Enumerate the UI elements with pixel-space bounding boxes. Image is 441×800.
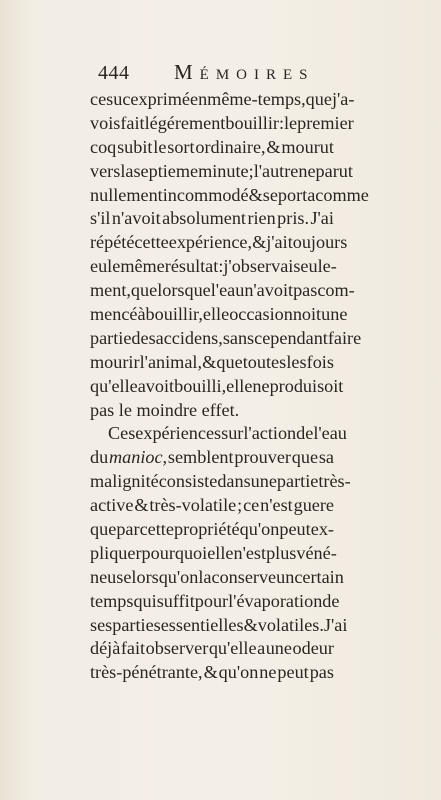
word: cette bbox=[134, 232, 169, 253]
word: sa bbox=[318, 447, 334, 468]
word: pas bbox=[293, 280, 318, 301]
word: sort bbox=[167, 136, 195, 157]
word: J'ai bbox=[310, 208, 334, 229]
word: j'ai bbox=[266, 232, 288, 253]
text-line bbox=[90, 351, 334, 375]
word: & bbox=[266, 136, 281, 157]
word: fois bbox=[306, 351, 334, 372]
word: expérience, bbox=[168, 232, 253, 253]
word: elle bbox=[226, 375, 253, 396]
word: dans bbox=[217, 471, 251, 492]
word: Ces bbox=[108, 423, 136, 444]
word: & bbox=[248, 184, 263, 205]
text-line bbox=[90, 279, 355, 303]
word: comme bbox=[315, 184, 369, 205]
word: de bbox=[296, 423, 314, 444]
word: propriété bbox=[173, 519, 240, 540]
text-line bbox=[90, 661, 334, 685]
word: bouillir bbox=[225, 112, 279, 133]
word: ne bbox=[259, 662, 277, 683]
word: eu bbox=[90, 256, 108, 277]
word: ; bbox=[248, 160, 254, 181]
word: & bbox=[243, 614, 258, 635]
word: partie bbox=[90, 327, 132, 348]
body-text bbox=[90, 88, 369, 685]
text-line bbox=[90, 494, 334, 518]
word: pris. bbox=[277, 208, 309, 229]
word: effet. bbox=[201, 399, 240, 420]
word: partie bbox=[276, 471, 319, 492]
word: seule- bbox=[293, 256, 337, 277]
text-line bbox=[90, 327, 362, 351]
word: mencé bbox=[90, 304, 138, 325]
word: suffit bbox=[156, 590, 195, 611]
word: le bbox=[118, 399, 137, 420]
word: l'évaporation bbox=[228, 590, 323, 611]
word: s'il bbox=[90, 208, 111, 229]
word: en bbox=[190, 89, 208, 109]
word: : bbox=[278, 112, 284, 133]
word: qu'on bbox=[218, 662, 259, 683]
word: septieme bbox=[133, 160, 199, 181]
word: absolument bbox=[162, 208, 246, 229]
word: temps bbox=[90, 590, 134, 611]
word: des bbox=[131, 327, 156, 348]
word: certain bbox=[294, 566, 344, 587]
word: : bbox=[218, 256, 224, 277]
word: malignité bbox=[90, 471, 159, 492]
word: active bbox=[90, 495, 134, 516]
word: j'a- bbox=[331, 89, 355, 109]
word: pliquer bbox=[90, 542, 142, 563]
word: même bbox=[120, 256, 165, 277]
text-line bbox=[90, 470, 351, 494]
word: semblent bbox=[167, 447, 234, 468]
word: suc bbox=[106, 89, 131, 109]
word: qui bbox=[133, 590, 157, 611]
text-line bbox=[90, 88, 355, 112]
word: le bbox=[107, 256, 121, 277]
word: l'eau bbox=[210, 280, 245, 301]
word: exprimé bbox=[130, 89, 190, 109]
word: par bbox=[116, 519, 140, 540]
word: ses bbox=[90, 614, 113, 635]
word: vois bbox=[90, 112, 121, 133]
word: & bbox=[202, 351, 217, 372]
word: volatiles. bbox=[257, 614, 324, 635]
word: avoit bbox=[137, 375, 175, 396]
word: qu'elle bbox=[208, 638, 257, 659]
word: essentielles bbox=[160, 614, 244, 635]
word: premier bbox=[297, 112, 354, 133]
word: produisoit bbox=[269, 375, 344, 396]
word: ne bbox=[252, 375, 270, 396]
word: le bbox=[284, 112, 298, 133]
word: ne bbox=[298, 160, 316, 181]
word: qu'elle bbox=[90, 375, 138, 396]
word: que bbox=[291, 447, 319, 468]
word: se bbox=[262, 184, 278, 205]
text-line bbox=[90, 399, 334, 423]
word: n'est bbox=[260, 495, 293, 516]
word: une bbox=[250, 471, 277, 492]
word: j'observai bbox=[223, 256, 294, 277]
word: cependant bbox=[254, 327, 328, 348]
word: ce bbox=[243, 495, 260, 516]
word: l'animal, bbox=[139, 351, 202, 372]
word: subit bbox=[117, 136, 153, 157]
word: bouilli, bbox=[174, 375, 227, 396]
text-line bbox=[90, 231, 348, 255]
text-line bbox=[90, 255, 337, 279]
word: & bbox=[252, 232, 267, 253]
word: que bbox=[130, 280, 158, 301]
word: & bbox=[203, 662, 218, 683]
word: une bbox=[321, 304, 348, 325]
word: que bbox=[90, 519, 117, 540]
word: l'eau bbox=[313, 423, 347, 444]
word: pas bbox=[309, 662, 334, 683]
word: conserve bbox=[211, 566, 277, 587]
word: peut bbox=[277, 662, 309, 683]
word: parut bbox=[315, 160, 353, 181]
word: n'avoit bbox=[111, 208, 161, 229]
word: incommodé bbox=[162, 184, 249, 205]
text-line bbox=[90, 184, 369, 208]
word: légérement bbox=[144, 112, 226, 133]
text-line bbox=[90, 112, 354, 136]
text-line bbox=[90, 590, 340, 614]
text-line bbox=[90, 518, 334, 542]
word: une bbox=[265, 638, 292, 659]
text-line bbox=[90, 160, 353, 184]
word: très-volatile bbox=[149, 495, 237, 516]
word: les bbox=[286, 351, 307, 372]
word: fait bbox=[120, 112, 145, 133]
text-line bbox=[90, 207, 334, 231]
word: toujours bbox=[287, 232, 348, 253]
word: vers bbox=[90, 160, 121, 181]
word: occasionnoit bbox=[229, 304, 322, 325]
word: l'action bbox=[243, 423, 297, 444]
word: pourquoi bbox=[141, 542, 208, 563]
word: bouillir, bbox=[145, 304, 203, 325]
word: ; bbox=[237, 495, 243, 516]
word: que bbox=[216, 351, 243, 372]
word: lorsqu'on bbox=[131, 566, 199, 587]
word: nullement bbox=[90, 184, 163, 205]
word: n'avoit bbox=[244, 280, 294, 301]
word: rien bbox=[247, 208, 276, 229]
word: peut bbox=[279, 519, 311, 540]
text-line bbox=[90, 375, 344, 399]
word: consiste bbox=[158, 471, 218, 492]
word: un bbox=[276, 566, 295, 587]
word: que bbox=[305, 89, 332, 109]
word: cette bbox=[139, 519, 174, 540]
word: véné- bbox=[296, 542, 337, 563]
word: manioc, bbox=[109, 447, 168, 468]
word: ex- bbox=[310, 519, 334, 540]
word: & bbox=[134, 495, 149, 516]
word: faire bbox=[327, 327, 362, 348]
word: l'autre bbox=[253, 160, 299, 181]
text-line bbox=[90, 303, 348, 327]
word: pour bbox=[194, 590, 229, 611]
word: sur bbox=[221, 423, 244, 444]
word: n'est bbox=[233, 542, 267, 563]
text-line bbox=[90, 566, 344, 590]
page-number: 444 bbox=[98, 62, 130, 84]
word: résultat bbox=[164, 256, 219, 277]
word: de bbox=[322, 590, 340, 611]
text-line bbox=[90, 422, 347, 446]
word: prouver bbox=[234, 447, 291, 468]
word: le bbox=[153, 136, 167, 157]
word: fait bbox=[120, 638, 146, 659]
word: lorsque bbox=[157, 280, 211, 301]
word: même-temps, bbox=[207, 89, 306, 109]
word: parties bbox=[112, 614, 161, 635]
word: observer bbox=[145, 638, 209, 659]
text-line bbox=[90, 136, 334, 160]
word: com- bbox=[317, 280, 355, 301]
running-head: Mémoires bbox=[174, 60, 315, 84]
word: très- bbox=[318, 471, 351, 492]
word: mourir bbox=[90, 351, 140, 372]
word: coq bbox=[90, 136, 117, 157]
word: la bbox=[120, 160, 134, 181]
word: déjà bbox=[90, 638, 121, 659]
text-line bbox=[90, 542, 337, 566]
word: ce bbox=[90, 89, 107, 109]
word: du bbox=[90, 447, 109, 468]
word: ment, bbox=[90, 280, 131, 301]
word: très-pénétrante, bbox=[90, 662, 203, 683]
word: a bbox=[257, 638, 266, 659]
word: mourut bbox=[281, 136, 334, 157]
text-line bbox=[90, 614, 348, 638]
word: pas bbox=[90, 399, 119, 420]
word: ordinaire, bbox=[195, 136, 266, 157]
text-line bbox=[90, 446, 334, 470]
word: sans bbox=[222, 327, 255, 348]
word: elle bbox=[202, 304, 230, 325]
word: guere bbox=[293, 495, 334, 516]
page-header bbox=[98, 60, 358, 84]
word: plus bbox=[266, 542, 297, 563]
word: répété bbox=[90, 232, 135, 253]
text-line bbox=[90, 637, 334, 661]
word: expériences bbox=[135, 423, 222, 444]
word: toutes bbox=[242, 351, 287, 372]
word: porta bbox=[277, 184, 316, 205]
word: à bbox=[137, 304, 146, 325]
word: elle bbox=[207, 542, 234, 563]
word: la bbox=[198, 566, 212, 587]
word: odeur bbox=[292, 638, 334, 659]
word: qu'on bbox=[239, 519, 280, 540]
word: J'ai bbox=[323, 614, 348, 635]
word: moindre bbox=[136, 399, 202, 420]
word: neuse bbox=[90, 566, 132, 587]
word: accidens, bbox=[155, 327, 223, 348]
word: minute bbox=[198, 160, 249, 181]
